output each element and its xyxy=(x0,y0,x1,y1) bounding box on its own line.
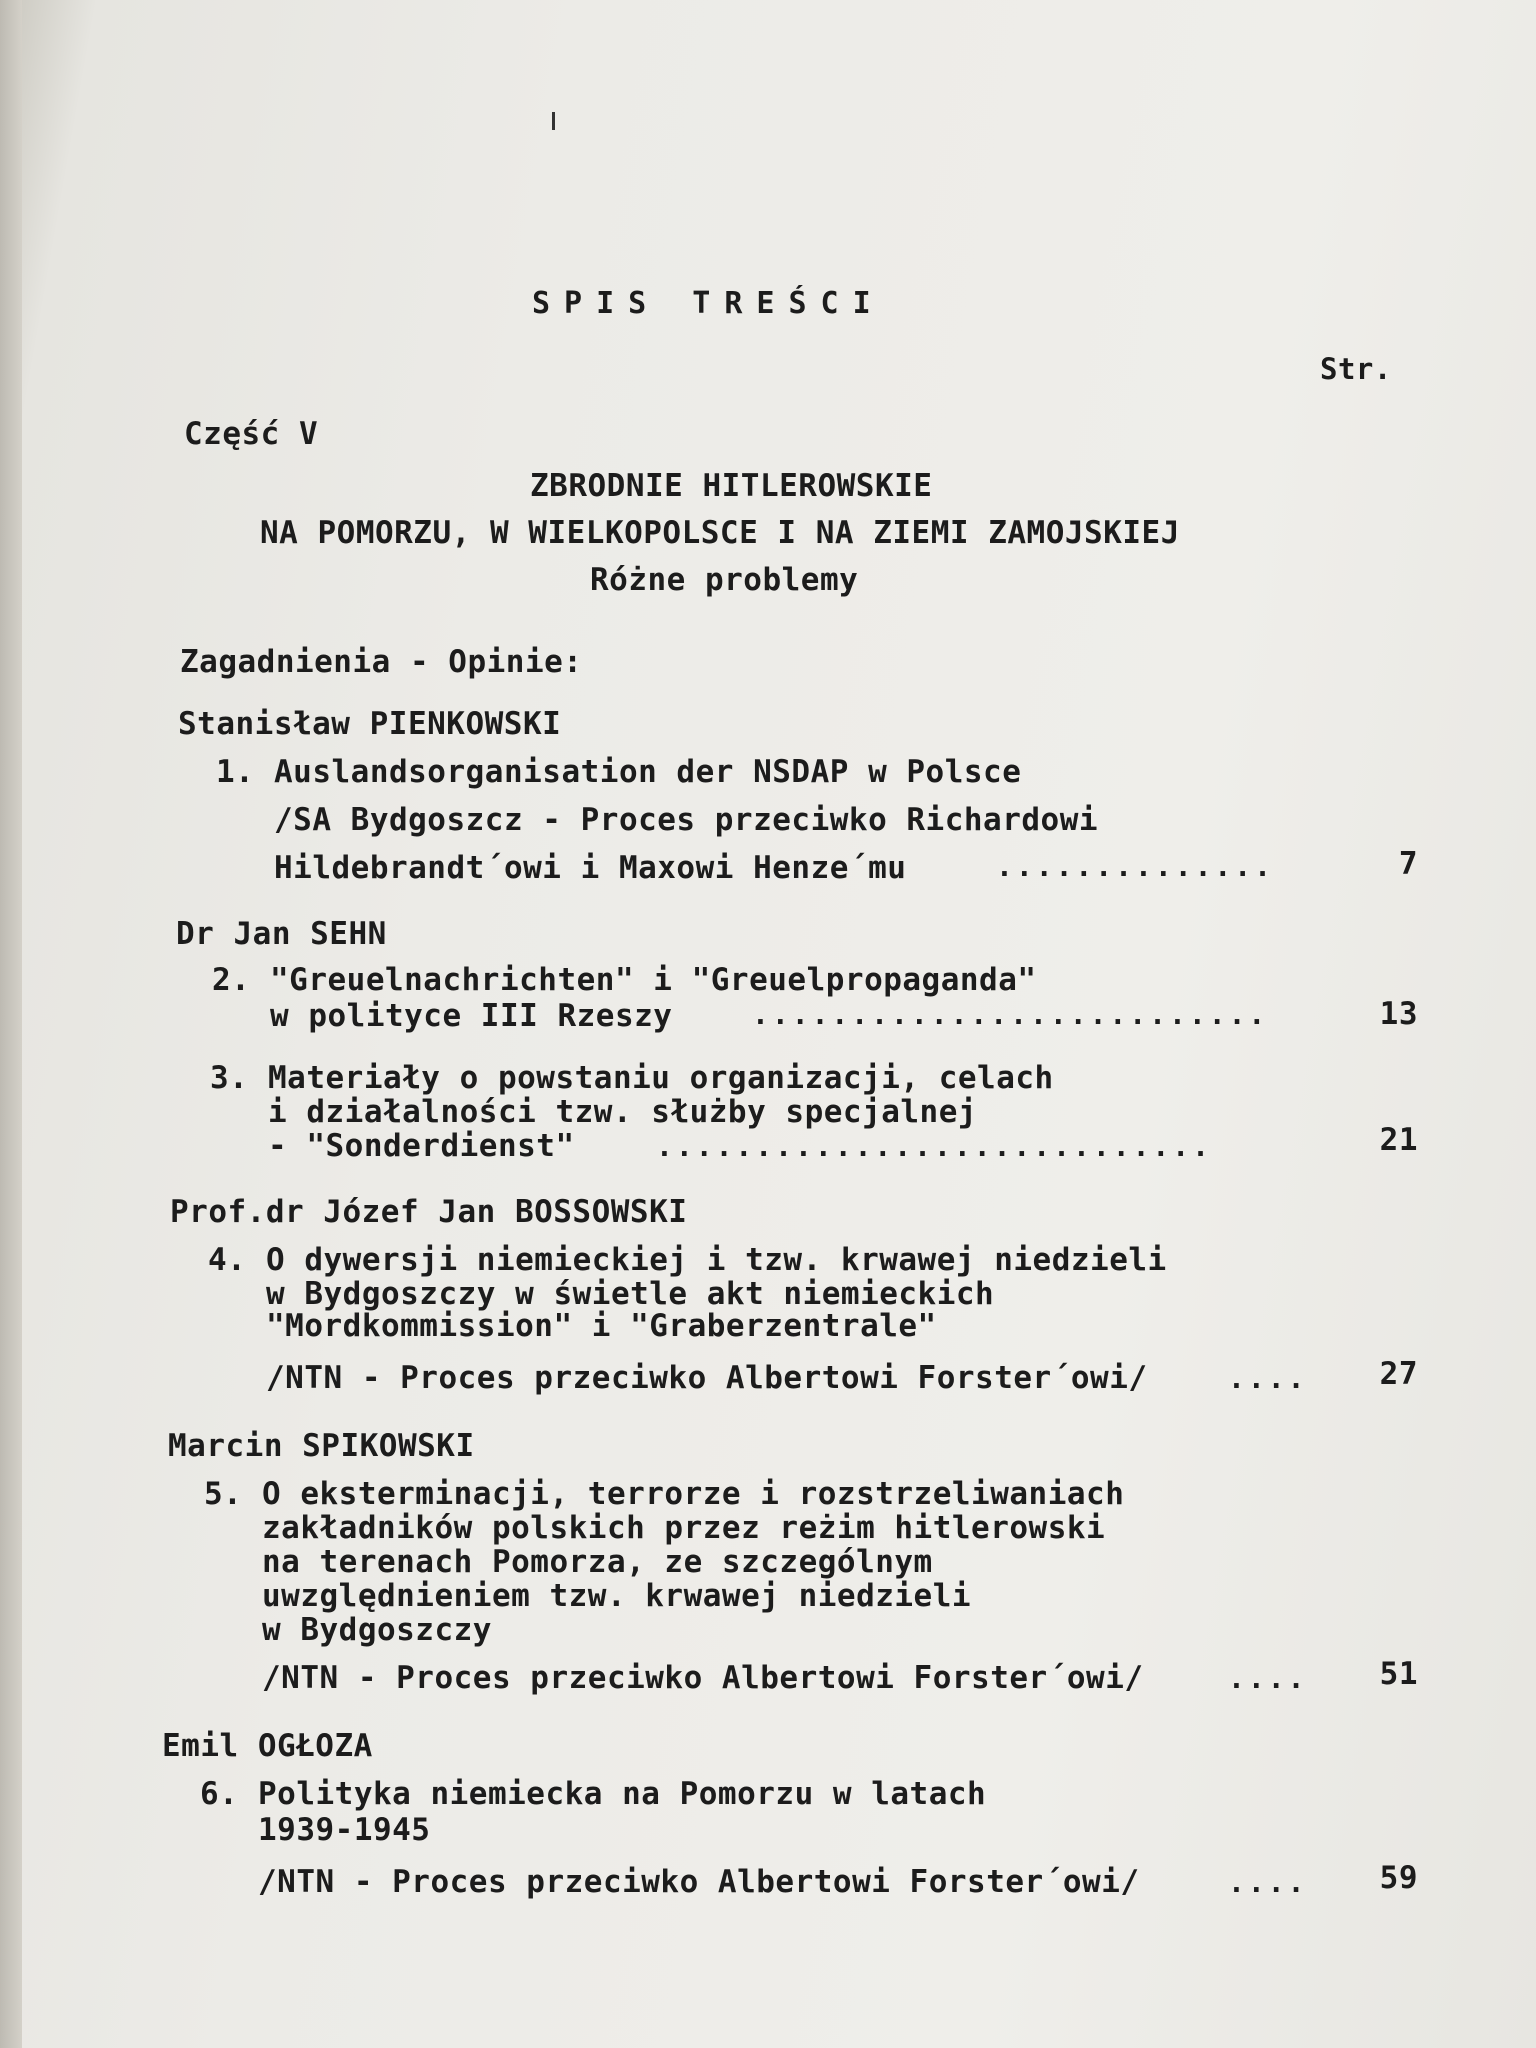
page-number: 21 xyxy=(1379,1122,1418,1158)
dot-leader: .... xyxy=(1228,1362,1308,1395)
entry-title-line: Polityka niemiecka na Pomorzu w latach xyxy=(258,1776,987,1812)
entry-title-line: /NTN - Proces przeciwko Albertowi Forster´owi/ xyxy=(262,1660,1144,1696)
entry-title-line: /SA Bydgoszcz - Proces przeciwko Richardowi xyxy=(274,802,1099,838)
page-title: SPIS TREŚCI xyxy=(532,286,885,321)
entry-title-line: zakładników polskich przez reżim hitlerowski xyxy=(262,1510,1106,1546)
page-number: 13 xyxy=(1379,996,1418,1032)
entry-title-line: uwzględnieniem tzw. krwawej niedzieli xyxy=(262,1578,972,1614)
part-label: Część V xyxy=(184,416,319,452)
page-number: 7 xyxy=(1398,846,1418,882)
entry-title-line: w Bydgoszczy xyxy=(262,1612,492,1648)
heading-line-3: Różne problemy xyxy=(590,562,859,598)
entry-title-line: i działalności tzw. służby specjalnej xyxy=(268,1094,978,1130)
entry-number: 1. xyxy=(216,754,255,790)
entry-number: 5. xyxy=(204,1476,243,1512)
dot-leader: ............................ xyxy=(656,1130,1213,1163)
entry-title-line: Materiały o powstaniu organizacji, celach xyxy=(268,1060,1054,1096)
entry-title-line: w Bydgoszczy w świetle akt niemieckich xyxy=(266,1276,995,1312)
entry-title-line: "Greuelnachrichten" i "Greuelpropaganda" xyxy=(270,962,1037,998)
entry-title-line: O eksterminacji, terrorze i rozstrzeliwaniach xyxy=(262,1476,1125,1512)
author-name: Dr Jan SEHN xyxy=(176,916,387,952)
entry-title-line: /NTN - Proces przeciwko Albertowi Forster´owi/ xyxy=(258,1864,1140,1900)
entry-title-line: "Mordkommission" i "Graberzentrale" xyxy=(266,1308,937,1344)
page-column-label: Str. xyxy=(1320,352,1392,386)
entry-title-line: na terenach Pomorza, ze szczególnym xyxy=(262,1544,933,1580)
section-label: Zagadnienia - Opinie: xyxy=(180,644,583,680)
dot-leader: .......................... xyxy=(752,998,1269,1031)
author-name: Stanisław PIENKOWSKI xyxy=(178,706,562,742)
entry-number: 6. xyxy=(200,1776,239,1812)
author-name: Emil OGŁOZA xyxy=(162,1728,373,1764)
entry-title-line: /NTN - Proces przeciwko Albertowi Forster´owi/ xyxy=(266,1360,1148,1396)
page-number: 59 xyxy=(1379,1860,1418,1896)
stray-mark xyxy=(552,112,555,130)
book-spine-shadow xyxy=(0,0,22,2048)
dot-leader: .... xyxy=(1228,1866,1308,1899)
entry-title-line: O dywersji niemieckiej i tzw. krwawej niedzieli xyxy=(266,1242,1167,1278)
entry-title-line: Hildebrandt´owi i Maxowi Henze´mu xyxy=(274,850,907,886)
heading-line-1: ZBRODNIE HITLEROWSKIE xyxy=(530,468,933,504)
entry-title-line: 1939-1945 xyxy=(258,1812,431,1848)
document-page xyxy=(22,0,1536,2048)
page-number: 27 xyxy=(1379,1356,1418,1392)
entry-number: 4. xyxy=(208,1242,247,1278)
entry-title-line: - "Sonderdienst" xyxy=(268,1128,575,1164)
entry-number: 2. xyxy=(212,962,251,998)
entry-title-line: w polityce III Rzeszy xyxy=(270,998,673,1034)
author-name: Marcin SPIKOWSKI xyxy=(168,1428,475,1464)
entry-number: 3. xyxy=(210,1060,249,1096)
entry-title-line: Auslandsorganisation der NSDAP w Polsce xyxy=(274,754,1022,790)
dot-leader: .............. xyxy=(996,850,1275,883)
page-number: 51 xyxy=(1379,1656,1418,1692)
author-name: Prof.dr Józef Jan BOSSOWSKI xyxy=(170,1194,688,1230)
heading-line-2: NA POMORZU, W WIELKOPOLSCE I NA ZIEMI ZAMOJSKIEJ xyxy=(260,515,1180,551)
dot-leader: .... xyxy=(1228,1662,1308,1695)
